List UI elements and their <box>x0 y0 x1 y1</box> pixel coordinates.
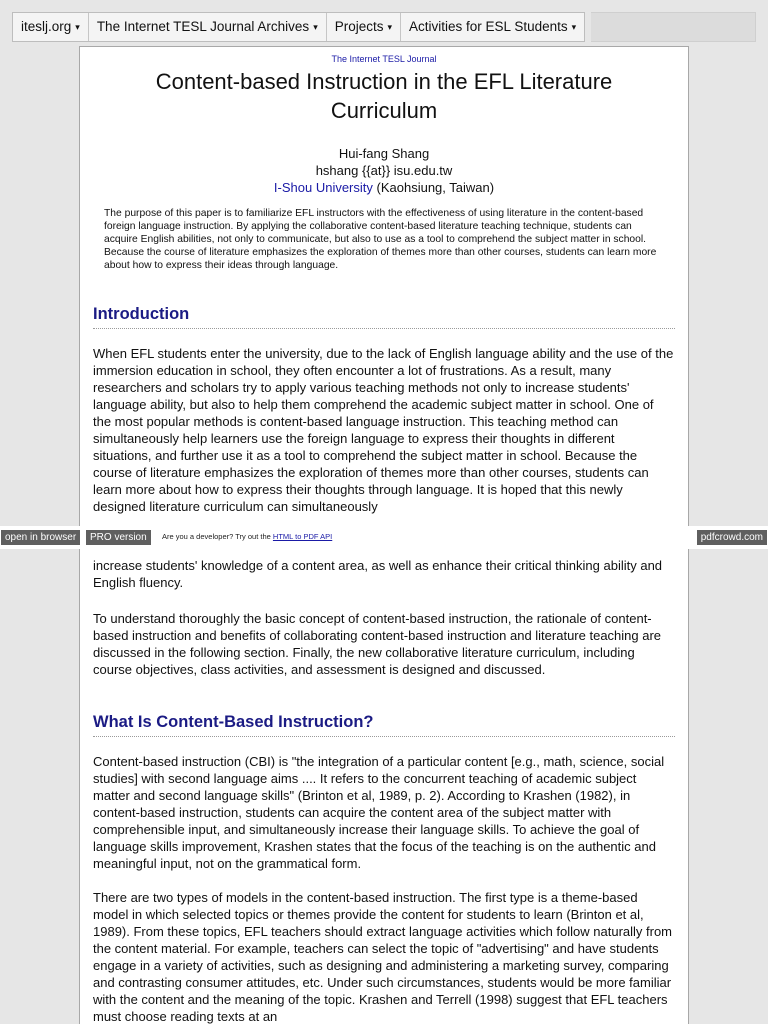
journal-name: The Internet TESL Journal <box>331 54 437 64</box>
section-heading-introduction: Introduction <box>93 305 675 329</box>
section-heading-cbi: What Is Content-Based Instruction? <box>93 713 675 737</box>
nav-item-label: The Internet TESL Journal Archives <box>96 19 310 34</box>
open-in-browser-button[interactable]: open in browser <box>1 530 80 545</box>
caret-down-icon: ▾ <box>75 22 80 32</box>
intro-paragraph-continued <box>93 557 675 591</box>
cbi-paragraph-2 <box>93 889 675 1024</box>
university-link[interactable]: I-Shou University <box>273 180 373 195</box>
caret-down-icon: ▾ <box>313 22 318 32</box>
cbi-paragraph-2-text: There are two types of models in the content-based instruction. The first type is a theme-based model in which selected topics or themes provide the content for students to learn (Brinton et al, 1989). From these topics, EFL teachers should extract language activities which follow naturally from the content material. For example, teachers can select the topic of "advertising" and have students engage in a variety of activities, such as designing and administering a marketing survey, comparing and contrasting consumer attitudes, etc. Under such circumstances, students would be more familiar with the content and the meaning of the topic. Krashen and Terrell (1998) suggest that EFL teachers must choose reading texts at an <box>93 890 673 1024</box>
intro-paragraph-text: When EFL students enter the university, due to the lack of English language ability and the use of the immersion education in school, they often encounter a lot of frustrations. As a result, many researchers and scholars try to apply various teaching methods not only to increase students' language ability, but also to help them comprehend the academic subject matter in school. One of the most popular methods is content-based language instruction. This teaching method can simultaneously help learners use the foreign language to express their thoughts in different situations, and further use it as a tool to comprehend the subject matter in school. Because the course of literature emphasizes the exploration of themes more than other courses, students can learn more about how to express their thoughts through language. It is hoped that this newly designed literature curriculum can simultaneously <box>93 346 674 514</box>
page-upper <box>79 46 689 526</box>
pdfcrowd-brand-button[interactable]: pdfcrowd.com <box>697 530 767 545</box>
intro-paragraph-2 <box>93 610 675 678</box>
intro-paragraph-2-text: To understand thoroughly the basic concept of content-based instruction, the rationale of content-based instruction and benefits of collaborating content-based instruction and literature teaching are discussed in the following section. Finally, the new collaborative literature curriculum, including course objectives, class activities, and assessment is designed and discussed. <box>93 611 662 677</box>
author-email: hshang {{at}} isu.edu.tw <box>315 163 453 178</box>
nav-item-label: Activities for ESL Students <box>409 19 568 34</box>
cbi-section <box>93 713 675 737</box>
intro-paragraph <box>93 345 675 515</box>
nav-item-archives[interactable] <box>89 13 327 41</box>
developer-prompt-text: Are you a developer? Try out the <box>162 532 271 541</box>
intro-section <box>93 305 675 329</box>
nav-item-label: iteslj.org <box>21 19 72 34</box>
html-to-pdf-api-link[interactable]: HTML to PDF API <box>272 532 333 541</box>
abstract: The purpose of this paper is to familiarize EFL instructors with the effectiveness of using literature in the content-based foreign language instruction. By applying the collaborative content-based literature teaching technique, students can acquire English abilities, not only to communicate, but also to use as a tool to comprehend the subject matter in school. Because the course of literature emphasizes the exploration of themes more than other courses, students can learn more about how to express their ideas through language. <box>104 208 657 272</box>
author-block <box>80 145 688 196</box>
caret-down-icon: ▾ <box>387 22 393 32</box>
cbi-paragraph-1 <box>93 753 675 872</box>
top-navigation <box>0 0 768 46</box>
author-affiliation <box>80 179 688 196</box>
caret-down-icon: ▾ <box>571 22 577 32</box>
nav-item-activities[interactable] <box>401 13 584 41</box>
nav-item-label: Projects <box>334 19 384 34</box>
developer-prompt <box>162 532 332 541</box>
author-name: Hui-fang Shang <box>338 146 430 161</box>
nav-item-iteslj[interactable] <box>13 13 89 41</box>
nav-item-projects[interactable] <box>327 13 401 41</box>
author-location: (Kaohsiung, Taiwan) <box>376 180 495 195</box>
article-title: Content-based Instruction in the EFL Literature Curriculum <box>155 69 613 123</box>
intro-paragraph-continued-text: increase students' knowledge of a content area, as well as enhance their critical thinking ability and English fluency. <box>93 558 663 590</box>
pro-version-button[interactable]: PRO version <box>86 530 151 545</box>
nav-bar <box>12 12 585 42</box>
page-lower <box>79 549 689 1024</box>
pdfcrowd-banner <box>0 526 768 549</box>
nav-bar-filler <box>591 12 756 42</box>
cbi-paragraph-1-text: Content-based instruction (CBI) is "the integration of a particular content [e.g., math, science, social studies] with second language aims .... It refers to the concurrent teaching of academic subject matter and second language skills" (Brinton et al, 1989, p. 2). According to Krashen (1982), in content-based instruction, students can acquire the content area of the subject matter with comprehensible input, and simultaneously increase their language skills. To achieve the goal of language skills improvement, Krashen states that the focus of the teaching is on the authentic and meaningful input, not on the grammatical form. <box>93 754 665 871</box>
